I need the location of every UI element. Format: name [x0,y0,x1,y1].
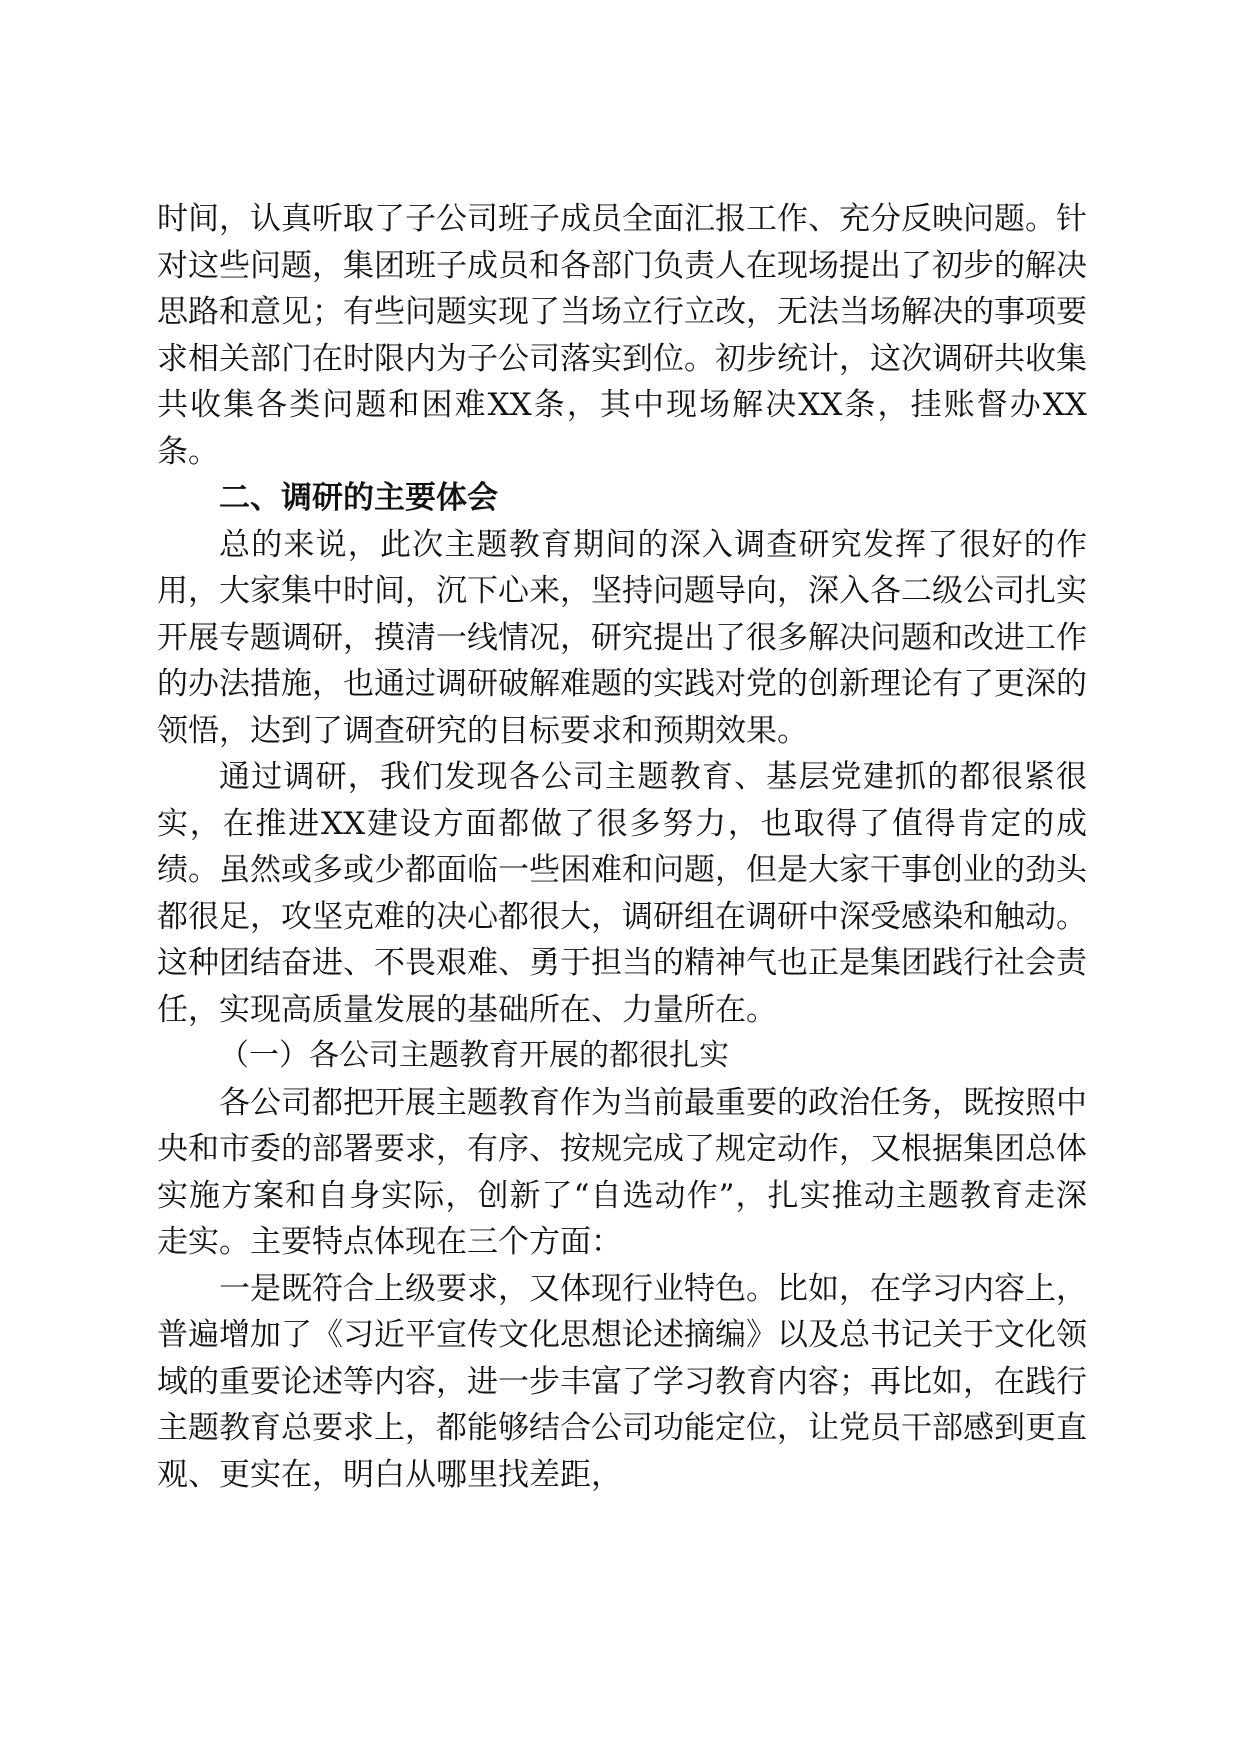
paragraph-feature-one: 一是既符合上级要求，又体现行业特色。比如，在学习内容上，普遍增加了《习近平宣传文化思想论述摘编》以及总书记关于文化领域的重要论述等内容，进一步丰富了学习教育内容；再比如，在践行主题教育总要求上，都能够结合公司功能定位，让党员干部感到更直观、更实在，明白从哪里找差距， [157,1270,1087,1493]
subsection-heading-1: （一）各公司主题教育开展的都很扎实 [219,1038,729,1073]
document-page [157,196,1087,1498]
paragraph-survey-results: 时间，认真听取了子公司班子成员全面汇报工作、充分反映问题。针对这些问题，集团班子成员和各部门负责人在现场提出了初步的解决思路和意见；有些问题实现了当场立行立改，无法当场解决的事项要求相关部门在时限内为子公司落实到位。初步统计，这次调研共收集共收集各类问题和困难XX条，其中现场解决XX条，挂账督办XX条。 [157,201,1087,470]
paragraph-overall-summary: 总的来说，此次主题教育期间的深入调查研究发挥了很好的作用，大家集中时间，沉下心来，坚持问题导向，深入各二级公司扎实开展专题调研，摸清一线情况，研究提出了很多解决问题和改进工作的办法措施，也通过调研破解难题的实践对党的创新理论有了更深的领悟，达到了调查研究的目标要求和预期效果。 [157,526,1087,749]
section-heading-main-experience: 二、调研的主要体会 [219,480,498,516]
paragraph-companies-education: 各公司都把开展主题教育作为当前最重要的政治任务，既按照中央和市委的部署要求，有序、按规完成了规定动作，又根据集团总体实施方案和自身实际，创新了“自选动作”，扎实推动主题教育走深走实。主要特点体现在三个方面： [157,1084,1087,1260]
paragraph-findings: 通过调研，我们发现各公司主题教育、基层党建抓的都很紧很实，在推进XX建设方面都做了很多努力，也取得了值得肯定的成绩。虽然或多或少都面临一些困难和问题，但是大家干事创业的劲头都很足，攻坚克难的决心都很大，调研组在调研中深受感染和触动。这种团结奋进、不畏艰难、勇于担当的精神气也正是集团践行社会责任，实现高质量发展的基础所在、力量所在。 [157,759,1087,1028]
